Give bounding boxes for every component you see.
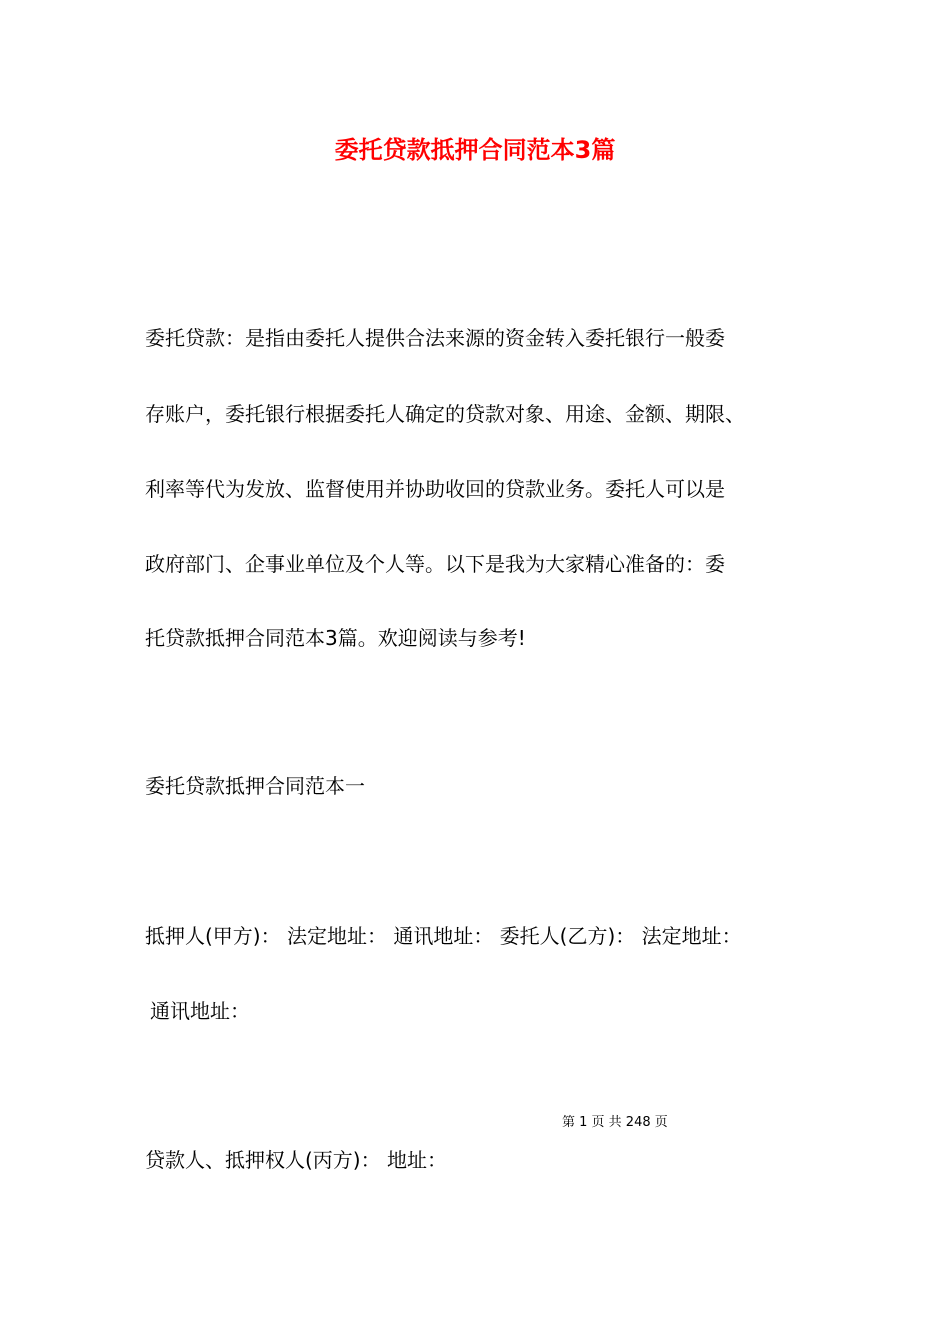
party-info-line-2: 通讯地址：: [150, 999, 250, 1023]
party-info-line-1: 抵押人(甲方)： 法定地址： 通讯地址： 委托人(乙方)： 法定地址：: [145, 924, 742, 948]
intro-line-2: 存账户，委托银行根据委托人确定的贷款对象、用途、金额、期限、: [145, 402, 745, 426]
intro-line-1: 委托贷款：是指由委托人提供合法来源的资金转入委托银行一般委: [145, 326, 725, 350]
intro-line-5: 托贷款抵押合同范本3篇。欢迎阅读与参考!: [145, 626, 526, 650]
page-footer: 第 1 页 共 248 页: [562, 1115, 668, 1130]
intro-line-3: 利率等代为发放、监督使用并协助收回的贷款业务。委托人可以是: [145, 477, 725, 501]
intro-line-4: 政府部门、企事业单位及个人等。以下是我为大家精心准备的：委: [145, 552, 725, 576]
section-heading: 委托贷款抵押合同范本一: [145, 774, 365, 798]
party-info-line-3: 贷款人、抵押权人(丙方)： 地址：: [145, 1148, 447, 1172]
document-title: 委托贷款抵押合同范本3篇: [334, 136, 616, 164]
